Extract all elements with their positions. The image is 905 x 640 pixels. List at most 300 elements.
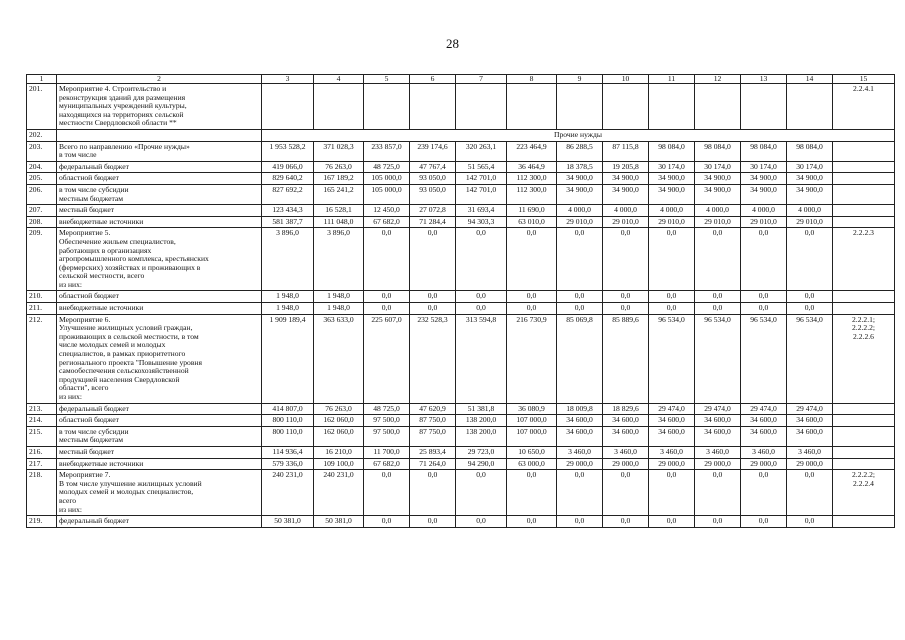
amount-cell: 0,0 [364, 303, 410, 315]
amount-cell: 142 701,0 [456, 173, 507, 185]
target-code-cell: 2.2.4.1 [833, 84, 895, 130]
amount-cell: 0,0 [557, 303, 603, 315]
amount-cell: 109 100,0 [314, 458, 364, 470]
item-name-cell: федеральный бюджет [57, 161, 262, 173]
target-code-cell [833, 446, 895, 458]
item-name-cell: в том числе субсидии местным бюджетам [57, 426, 262, 446]
amount-cell: 240 231,0 [314, 470, 364, 516]
column-number-cell: 9 [557, 75, 603, 84]
amount-cell: 165 241,2 [314, 184, 364, 204]
amount-cell: 0,0 [649, 303, 695, 315]
amount-cell: 98 084,0 [741, 141, 787, 161]
amount-cell: 232 528,3 [410, 314, 456, 403]
table-row [27, 216, 895, 228]
table-row [27, 426, 895, 446]
table-row [27, 84, 895, 130]
amount-cell: 34 600,0 [741, 426, 787, 446]
amount-cell: 36 080,9 [507, 403, 557, 415]
amount-cell: 93 050,0 [410, 173, 456, 185]
amount-cell: 34 900,0 [787, 173, 833, 185]
amount-cell: 0,0 [741, 470, 787, 516]
row-number-cell: 205. [27, 173, 57, 185]
amount-cell: 0,0 [649, 516, 695, 528]
amount-cell: 3 896,0 [314, 228, 364, 291]
column-number-cell: 3 [262, 75, 314, 84]
item-name-cell: Мероприятие 7. В том числе улучшение жилищных условий молодых семей и молодых специалистов, всего из них: [57, 470, 262, 516]
amount-cell: 579 336,0 [262, 458, 314, 470]
target-code-cell: 2.2.2.2; 2.2.2.4 [833, 470, 895, 516]
amount-cell: 4 000,0 [649, 205, 695, 217]
amount-cell: 0,0 [787, 470, 833, 516]
amount-cell: 76 263,0 [314, 161, 364, 173]
amount-cell: 86 288,5 [557, 141, 603, 161]
table-row [27, 516, 895, 528]
target-code-cell [833, 291, 895, 303]
amount-cell: 0,0 [741, 291, 787, 303]
row-number-cell: 216. [27, 446, 57, 458]
amount-cell: 0,0 [557, 291, 603, 303]
amount-cell: 0,0 [741, 228, 787, 291]
table-row [27, 141, 895, 161]
amount-cell: 0,0 [649, 470, 695, 516]
column-number-cell: 8 [507, 75, 557, 84]
item-name-cell: местный бюджет [57, 446, 262, 458]
amount-cell: 34 900,0 [603, 184, 649, 204]
row-number-cell: 203. [27, 141, 57, 161]
amount-cell: 114 936,4 [262, 446, 314, 458]
row-number-cell: 213. [27, 403, 57, 415]
amount-cell: 3 896,0 [262, 228, 314, 291]
table-row [27, 458, 895, 470]
amount-cell: 1 909 189,4 [262, 314, 314, 403]
amount-cell: 123 434,3 [262, 205, 314, 217]
amount-cell: 19 205,8 [603, 161, 649, 173]
target-code-cell [833, 303, 895, 315]
amount-cell: 1 948,0 [262, 291, 314, 303]
amount-cell: 51 381,8 [456, 403, 507, 415]
amount-cell: 419 066,0 [262, 161, 314, 173]
amount-cell: 0,0 [456, 470, 507, 516]
amount-cell: 30 174,0 [741, 161, 787, 173]
amount-cell [507, 84, 557, 130]
amount-cell: 47 620,9 [410, 403, 456, 415]
amount-cell: 829 640,2 [262, 173, 314, 185]
table-row [27, 446, 895, 458]
amount-cell: 30 174,0 [649, 161, 695, 173]
amount-cell: 240 231,0 [262, 470, 314, 516]
row-number-cell: 204. [27, 161, 57, 173]
amount-cell: 138 200,0 [456, 415, 507, 427]
amount-cell: 10 650,0 [507, 446, 557, 458]
row-number-cell: 202. [27, 129, 57, 141]
item-name-cell: Мероприятие 4. Строительство и реконструкция зданий для размещения муниципальных учреждений культуры, находящихся на территориях сельской местности Свердловской области ** [57, 84, 262, 130]
amount-cell: 0,0 [410, 516, 456, 528]
amount-cell: 50 381,0 [262, 516, 314, 528]
item-name-cell: федеральный бюджет [57, 403, 262, 415]
amount-cell: 0,0 [741, 303, 787, 315]
empty-cell [57, 129, 262, 141]
amount-cell: 16 528,1 [314, 205, 364, 217]
amount-cell: 138 200,0 [456, 426, 507, 446]
amount-cell: 111 048,0 [314, 216, 364, 228]
amount-cell: 47 767,4 [410, 161, 456, 173]
amount-cell: 371 028,3 [314, 141, 364, 161]
amount-cell: 29 000,0 [695, 458, 741, 470]
table-row [27, 291, 895, 303]
amount-cell: 1 948,0 [262, 303, 314, 315]
amount-cell: 51 565,4 [456, 161, 507, 173]
amount-cell: 98 084,0 [695, 141, 741, 161]
amount-cell [314, 84, 364, 130]
column-number-cell: 13 [741, 75, 787, 84]
amount-cell: 112 300,0 [507, 173, 557, 185]
amount-cell: 112 300,0 [507, 184, 557, 204]
row-number-cell: 218. [27, 470, 57, 516]
amount-cell: 96 534,0 [649, 314, 695, 403]
amount-cell: 16 210,0 [314, 446, 364, 458]
row-number-cell: 211. [27, 303, 57, 315]
item-name-cell: Мероприятие 6. Улучшение жилищных условий граждан, проживающих в сельской местности, в том числе молодых семей и молодых специалистов, в рамках приоритетного регионального проекта "Повышение уровня самообеспечения сельскохозяйственной продукцией населения Свердловской области", всего из них: [57, 314, 262, 403]
target-code-cell [833, 161, 895, 173]
amount-cell: 34 600,0 [557, 426, 603, 446]
amount-cell: 800 110,0 [262, 426, 314, 446]
amount-cell: 105 000,0 [364, 173, 410, 185]
amount-cell [410, 84, 456, 130]
amount-cell: 313 594,8 [456, 314, 507, 403]
amount-cell: 87 115,8 [603, 141, 649, 161]
amount-cell [262, 84, 314, 130]
amount-cell: 97 500,0 [364, 426, 410, 446]
amount-cell [603, 84, 649, 130]
amount-cell: 29 010,0 [649, 216, 695, 228]
amount-cell: 3 460,0 [741, 446, 787, 458]
amount-cell: 98 084,0 [649, 141, 695, 161]
amount-cell: 105 000,0 [364, 184, 410, 204]
amount-cell: 827 692,2 [262, 184, 314, 204]
table-row [27, 184, 895, 204]
target-code-cell [833, 415, 895, 427]
amount-cell: 162 060,0 [314, 426, 364, 446]
amount-cell: 0,0 [507, 516, 557, 528]
amount-cell: 96 534,0 [787, 314, 833, 403]
amount-cell: 4 000,0 [787, 205, 833, 217]
amount-cell: 29 474,0 [649, 403, 695, 415]
amount-cell: 34 900,0 [695, 184, 741, 204]
amount-cell [649, 84, 695, 130]
amount-cell: 4 000,0 [557, 205, 603, 217]
item-name-cell: областной бюджет [57, 291, 262, 303]
column-number-row [27, 75, 895, 84]
amount-cell: 0,0 [695, 303, 741, 315]
item-name-cell: внебюджетные источники [57, 458, 262, 470]
amount-cell: 31 693,4 [456, 205, 507, 217]
item-name-cell: Мероприятие 5. Обеспечение жильем специалистов, работающих в организациях агропромышленного комплекса, крестьянских (фермерских) хозяйствах и проживающих в сельской местности, всего из них: [57, 228, 262, 291]
table-row [27, 415, 895, 427]
table-row [27, 173, 895, 185]
column-number-cell: 4 [314, 75, 364, 84]
amount-cell: 29 010,0 [741, 216, 787, 228]
column-number-cell: 14 [787, 75, 833, 84]
amount-cell: 3 460,0 [557, 446, 603, 458]
column-number-cell: 7 [456, 75, 507, 84]
table-row [27, 303, 895, 315]
amount-cell [741, 84, 787, 130]
amount-cell [557, 84, 603, 130]
amount-cell: 96 534,0 [695, 314, 741, 403]
amount-cell: 48 725,0 [364, 161, 410, 173]
amount-cell: 216 730,9 [507, 314, 557, 403]
amount-cell: 34 600,0 [695, 415, 741, 427]
amount-cell: 29 474,0 [695, 403, 741, 415]
amount-cell: 0,0 [557, 516, 603, 528]
amount-cell: 1 953 528,2 [262, 141, 314, 161]
section-row [27, 129, 895, 141]
amount-cell: 34 600,0 [557, 415, 603, 427]
amount-cell: 0,0 [695, 516, 741, 528]
column-number-cell: 5 [364, 75, 410, 84]
amount-cell: 11 690,0 [507, 205, 557, 217]
amount-cell: 97 500,0 [364, 415, 410, 427]
amount-cell: 0,0 [410, 470, 456, 516]
table-row [27, 314, 895, 403]
amount-cell: 85 069,8 [557, 314, 603, 403]
amount-cell: 0,0 [649, 228, 695, 291]
amount-cell: 0,0 [603, 516, 649, 528]
table-row [27, 228, 895, 291]
amount-cell: 34 900,0 [557, 173, 603, 185]
amount-cell: 3 460,0 [695, 446, 741, 458]
amount-cell: 29 474,0 [741, 403, 787, 415]
amount-cell: 29 010,0 [603, 216, 649, 228]
table-row [27, 470, 895, 516]
amount-cell: 67 682,0 [364, 216, 410, 228]
item-name-cell: в том числе субсидии местным бюджетам [57, 184, 262, 204]
amount-cell: 34 600,0 [787, 415, 833, 427]
amount-cell: 0,0 [603, 291, 649, 303]
amount-cell: 29 010,0 [557, 216, 603, 228]
target-code-cell: 2.2.2.3 [833, 228, 895, 291]
target-code-cell [833, 205, 895, 217]
amount-cell: 4 000,0 [695, 205, 741, 217]
amount-cell: 48 725,0 [364, 403, 410, 415]
amount-cell: 107 000,0 [507, 415, 557, 427]
budget-table [26, 74, 895, 528]
amount-cell: 98 084,0 [787, 141, 833, 161]
amount-cell: 225 607,0 [364, 314, 410, 403]
amount-cell: 34 600,0 [649, 415, 695, 427]
amount-cell: 0,0 [456, 303, 507, 315]
amount-cell [787, 84, 833, 130]
row-number-cell: 207. [27, 205, 57, 217]
amount-cell: 34 600,0 [603, 426, 649, 446]
column-number-cell: 6 [410, 75, 456, 84]
amount-cell: 3 460,0 [787, 446, 833, 458]
amount-cell: 34 900,0 [557, 184, 603, 204]
amount-cell: 0,0 [649, 291, 695, 303]
amount-cell [695, 84, 741, 130]
amount-cell: 0,0 [603, 470, 649, 516]
amount-cell: 0,0 [557, 470, 603, 516]
amount-cell: 29 000,0 [649, 458, 695, 470]
amount-cell: 3 460,0 [649, 446, 695, 458]
amount-cell: 0,0 [507, 228, 557, 291]
amount-cell: 12 450,0 [364, 205, 410, 217]
amount-cell: 4 000,0 [603, 205, 649, 217]
amount-cell: 34 600,0 [787, 426, 833, 446]
amount-cell: 800 110,0 [262, 415, 314, 427]
target-code-cell [833, 141, 895, 161]
amount-cell: 29 010,0 [695, 216, 741, 228]
amount-cell: 0,0 [410, 291, 456, 303]
amount-cell: 239 174,6 [410, 141, 456, 161]
target-code-cell: 2.2.2.1; 2.2.2.2; 2.2.2.6 [833, 314, 895, 403]
amount-cell: 34 600,0 [695, 426, 741, 446]
amount-cell: 1 948,0 [314, 303, 364, 315]
amount-cell: 0,0 [456, 516, 507, 528]
amount-cell: 0,0 [787, 291, 833, 303]
amount-cell: 0,0 [695, 470, 741, 516]
amount-cell [456, 84, 507, 130]
page-number: 28 [446, 36, 459, 51]
amount-cell: 27 072,8 [410, 205, 456, 217]
item-name-cell: местный бюджет [57, 205, 262, 217]
amount-cell: 0,0 [695, 228, 741, 291]
table-row [27, 403, 895, 415]
amount-cell: 581 387,7 [262, 216, 314, 228]
amount-cell: 0,0 [507, 303, 557, 315]
row-number-cell: 212. [27, 314, 57, 403]
item-name-cell: Всего по направлению «Прочие нужды» в том числе [57, 141, 262, 161]
amount-cell: 29 474,0 [787, 403, 833, 415]
amount-cell: 0,0 [364, 291, 410, 303]
amount-cell: 25 893,4 [410, 446, 456, 458]
amount-cell: 18 829,6 [603, 403, 649, 415]
amount-cell: 29 723,0 [456, 446, 507, 458]
amount-cell: 18 378,5 [557, 161, 603, 173]
amount-cell: 29 000,0 [603, 458, 649, 470]
amount-cell: 0,0 [364, 516, 410, 528]
amount-cell: 34 900,0 [649, 184, 695, 204]
row-number-cell: 206. [27, 184, 57, 204]
amount-cell: 94 303,3 [456, 216, 507, 228]
amount-cell: 167 189,2 [314, 173, 364, 185]
amount-cell: 142 701,0 [456, 184, 507, 204]
amount-cell: 34 900,0 [741, 173, 787, 185]
amount-cell: 87 750,0 [410, 415, 456, 427]
column-number-cell: 11 [649, 75, 695, 84]
target-code-cell [833, 216, 895, 228]
amount-cell: 96 534,0 [741, 314, 787, 403]
amount-cell: 363 633,0 [314, 314, 364, 403]
target-code-cell [833, 516, 895, 528]
amount-cell: 71 264,0 [410, 458, 456, 470]
target-code-cell [833, 403, 895, 415]
amount-cell: 34 900,0 [741, 184, 787, 204]
amount-cell: 34 900,0 [695, 173, 741, 185]
amount-cell: 0,0 [410, 228, 456, 291]
amount-cell: 0,0 [603, 228, 649, 291]
amount-cell: 30 174,0 [695, 161, 741, 173]
amount-cell: 4 000,0 [741, 205, 787, 217]
amount-cell: 29 000,0 [557, 458, 603, 470]
amount-cell: 0,0 [507, 291, 557, 303]
table-row [27, 161, 895, 173]
amount-cell: 0,0 [695, 291, 741, 303]
amount-cell: 36 464,9 [507, 161, 557, 173]
column-number-cell: 2 [57, 75, 262, 84]
item-name-cell: областной бюджет [57, 415, 262, 427]
target-code-cell [833, 458, 895, 470]
row-number-cell: 208. [27, 216, 57, 228]
amount-cell: 414 807,0 [262, 403, 314, 415]
amount-cell: 0,0 [787, 228, 833, 291]
row-number-cell: 217. [27, 458, 57, 470]
row-number-cell: 210. [27, 291, 57, 303]
row-number-cell: 209. [27, 228, 57, 291]
amount-cell: 0,0 [364, 228, 410, 291]
amount-cell: 0,0 [456, 291, 507, 303]
amount-cell: 29 000,0 [741, 458, 787, 470]
amount-cell: 223 464,9 [507, 141, 557, 161]
row-number-cell: 214. [27, 415, 57, 427]
amount-cell: 93 050,0 [410, 184, 456, 204]
amount-cell: 29 010,0 [787, 216, 833, 228]
target-code-cell [833, 426, 895, 446]
row-number-cell: 219. [27, 516, 57, 528]
amount-cell: 3 460,0 [603, 446, 649, 458]
amount-cell: 34 900,0 [603, 173, 649, 185]
amount-cell: 0,0 [364, 470, 410, 516]
amount-cell: 0,0 [557, 228, 603, 291]
amount-cell: 67 682,0 [364, 458, 410, 470]
column-number-cell: 1 [27, 75, 57, 84]
amount-cell: 0,0 [741, 516, 787, 528]
row-number-cell: 201. [27, 84, 57, 130]
amount-cell: 1 948,0 [314, 291, 364, 303]
item-name-cell: областной бюджет [57, 173, 262, 185]
amount-cell: 34 600,0 [603, 415, 649, 427]
amount-cell: 0,0 [787, 303, 833, 315]
amount-cell: 34 900,0 [787, 184, 833, 204]
target-code-cell [833, 184, 895, 204]
amount-cell: 94 290,0 [456, 458, 507, 470]
amount-cell: 0,0 [603, 303, 649, 315]
amount-cell: 30 174,0 [787, 161, 833, 173]
amount-cell: 71 284,4 [410, 216, 456, 228]
row-number-cell: 215. [27, 426, 57, 446]
amount-cell: 18 009,8 [557, 403, 603, 415]
amount-cell: 320 263,1 [456, 141, 507, 161]
amount-cell: 63 000,0 [507, 458, 557, 470]
amount-cell: 85 889,6 [603, 314, 649, 403]
amount-cell: 0,0 [410, 303, 456, 315]
amount-cell: 0,0 [787, 516, 833, 528]
amount-cell: 11 700,0 [364, 446, 410, 458]
amount-cell: 34 600,0 [741, 415, 787, 427]
amount-cell: 34 600,0 [649, 426, 695, 446]
amount-cell: 34 900,0 [649, 173, 695, 185]
table-row [27, 205, 895, 217]
amount-cell: 0,0 [507, 470, 557, 516]
section-title-cell: Прочие нужды [262, 129, 895, 141]
column-number-cell: 10 [603, 75, 649, 84]
item-name-cell: федеральный бюджет [57, 516, 262, 528]
item-name-cell: внебюджетные источники [57, 216, 262, 228]
target-code-cell [833, 173, 895, 185]
amount-cell: 50 381,0 [314, 516, 364, 528]
amount-cell: 0,0 [456, 228, 507, 291]
column-number-cell: 15 [833, 75, 895, 84]
